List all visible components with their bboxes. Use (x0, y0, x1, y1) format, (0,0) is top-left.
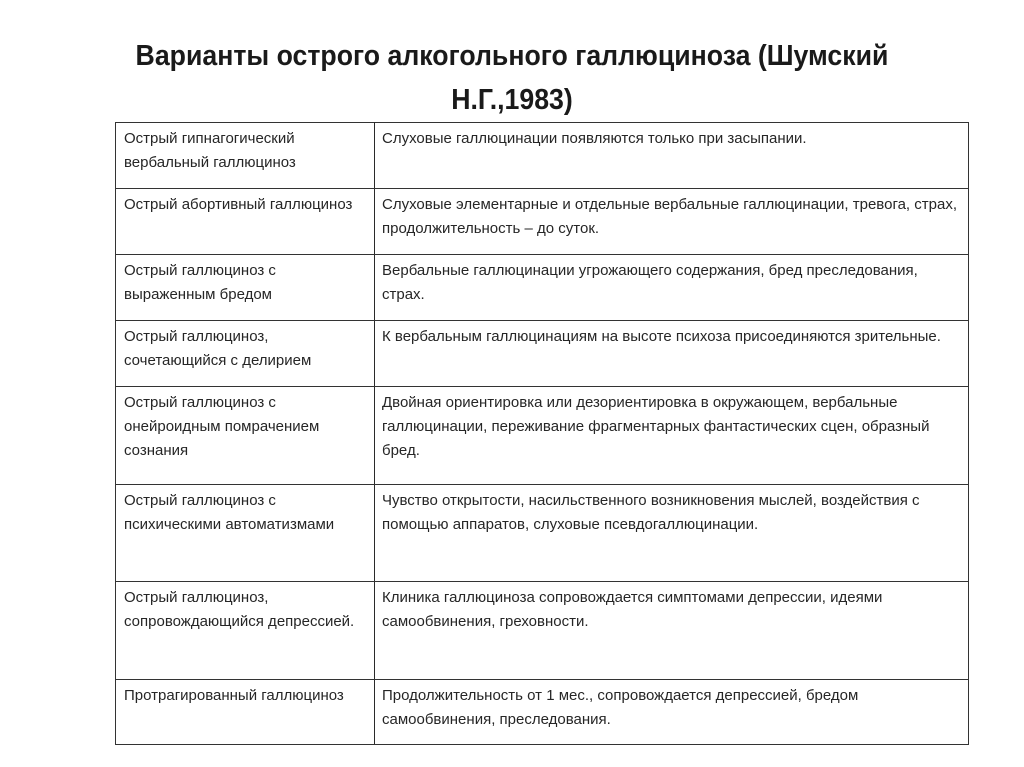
table-row (116, 189, 969, 255)
description-cell: Клиника галлюциноза сопровождается симптомами депрессии, идеями самообвинения, греховности. (375, 582, 969, 680)
variant-cell: Острый гипнагогический вербальный галлюциноз (116, 123, 375, 189)
description-cell: К вербальным галлюцинациям на высоте психоза присоединяются зрительные. (375, 321, 969, 387)
variant-cell: Острый галлюциноз с психическими автоматизмами (116, 485, 375, 582)
page-title (96, 34, 928, 122)
description-cell: Вербальные галлюцинации угрожающего содержания, бред преследования, страх. (375, 255, 969, 321)
description-cell: Продолжительность от 1 мес., сопровождается депрессией, бредом самообвинения, преследования. (375, 680, 969, 745)
description-cell: Двойная ориентировка или дезориентировка в окружающем, вербальные галлюцинации, переживание фрагментарных фантастических сцен, образный бред. (375, 387, 969, 485)
table-row (116, 582, 969, 680)
title-line-1: Варианты острого алкогольного галлюциноза (Шумский (135, 40, 889, 72)
variant-cell: Протрагированный галлюциноз (116, 680, 375, 745)
table-row (116, 485, 969, 582)
variant-cell: Острый галлюциноз с выраженным бредом (116, 255, 375, 321)
description-cell: Чувство открытости, насильственного возникновения мыслей, воздействия с помощью аппаратов, слуховые псевдогаллюцинации. (375, 485, 969, 582)
variant-cell: Острый галлюциноз с онейроидным помрачением сознания (116, 387, 375, 485)
description-cell: Слуховые галлюцинации появляются только при засыпании. (375, 123, 969, 189)
title-line-2: Н.Г.,1983) (451, 84, 573, 116)
variant-cell: Острый абортивный галлюциноз (116, 189, 375, 255)
variant-cell: Острый галлюциноз, сопровождающийся депрессией. (116, 582, 375, 680)
hallucinosis-variants-table (115, 122, 969, 745)
table-row (116, 387, 969, 485)
table-row (116, 123, 969, 189)
table-row (116, 255, 969, 321)
description-cell: Слуховые элементарные и отдельные вербальные галлюцинации, тревога, страх, продолжительность – до суток. (375, 189, 969, 255)
table-row (116, 321, 969, 387)
table-row (116, 680, 969, 745)
variant-cell: Острый галлюциноз, сочетающийся с делирием (116, 321, 375, 387)
